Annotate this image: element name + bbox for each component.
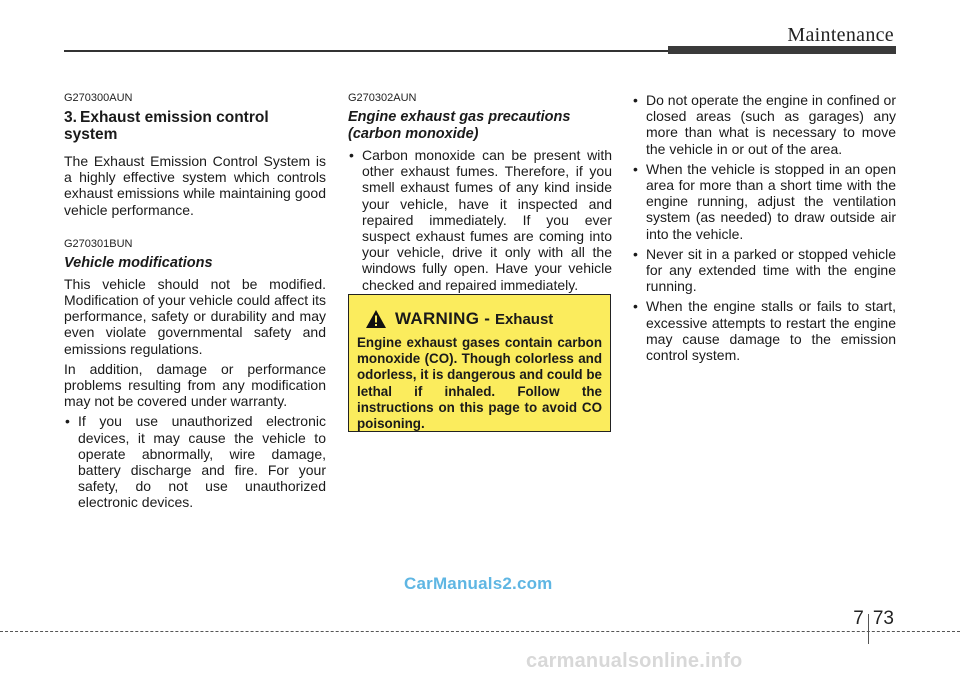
page-header-title: Maintenance: [787, 24, 894, 46]
bullet-list: [632, 92, 896, 363]
bullet-list: [64, 413, 326, 510]
bullet-item: • Do not operate the engine in confined or closed areas (such as garages) any more than what is necessary to move the vehicle in or out of the area.: [632, 92, 896, 157]
warning-label: WARNING: [395, 309, 480, 328]
intro-paragraph: The Exhaust Emission Control System is a highly effective system which controls exhaust emissions while maintaining good vehicle performance.: [64, 153, 326, 218]
bullet-item: • Never sit in a parked or stopped vehicle for any extended time with the engine running.: [632, 246, 896, 295]
header-rule: [64, 50, 670, 52]
footer-rule: [0, 631, 960, 632]
section-heading-text: Exhaust emission control system: [64, 109, 269, 143]
bullet-item: • Carbon monoxide can be present with other exhaust fumes. Therefore, if you smell exhaust fumes of any kind inside your vehicle, have it inspected and repaired immediately. If you ever suspect exhaust fumes are coming into your vehicle, drive it only with all the windows fully open. Have your vehicle checked and repaired immediately.: [348, 147, 612, 293]
column-1: [64, 92, 326, 515]
warning-separator: -: [484, 309, 490, 328]
warning-topic: Exhaust: [494, 310, 554, 328]
body-paragraph: This vehicle should not be modified. Modification of your vehicle could affect its performance, safety or durability and may even violate governmental safety and emissions regulations.: [64, 275, 326, 357]
section-heading-number: 3.: [64, 109, 77, 126]
warning-header: [357, 309, 602, 329]
chapter-number: 7: [853, 608, 864, 629]
subsection-code: G270301BUN: [64, 237, 133, 250]
subsection-code: G270302AUN: [348, 92, 417, 104]
bullet-list: [348, 147, 612, 293]
site-watermark[interactable]: carmanualsonline.info: [526, 650, 743, 672]
header-rule-accent: [668, 46, 896, 54]
subsection-heading: Engine exhaust gas precautions (carbon monoxide): [348, 109, 571, 142]
watermark-link[interactable]: CarManuals2.com: [404, 574, 553, 593]
subsection-heading: Vehicle modifications: [64, 254, 213, 271]
column-3: [632, 92, 896, 367]
column-2: [348, 92, 612, 297]
page-number-value: 73: [872, 608, 894, 629]
bullet-item: • If you use unauthorized electronic devices, it may cause the vehicle to operate abnormally, wire damage, battery discharge and fire. For your safety, do not use unauthorized electronic devices.: [64, 413, 326, 510]
section-code: G270300AUN: [64, 92, 133, 104]
bullet-item: • When the vehicle is stopped in an open area for more than a short time with the engine running, adjust the ventilation system (as needed) to draw outside air into the vehicle.: [632, 161, 896, 242]
warning-box: [348, 294, 611, 432]
warning-text: Engine exhaust gases contain carbon monoxide (CO). Though colorless and odorless, it is dangerous and could be lethal if inhaled. Follow the instructions on this page to avoid CO poisoning.: [357, 335, 602, 432]
warning-triangle-icon: [365, 309, 387, 329]
page-number-divider: [868, 614, 869, 644]
section-heading: [64, 109, 326, 143]
bullet-item: • When the engine stalls or fails to start, excessive attempts to restart the engine may cause damage to the emission control system.: [632, 298, 896, 363]
body-paragraph: In addition, damage or performance problems resulting from any modification may not be covered under warranty.: [64, 360, 326, 410]
page-number: [853, 604, 894, 634]
